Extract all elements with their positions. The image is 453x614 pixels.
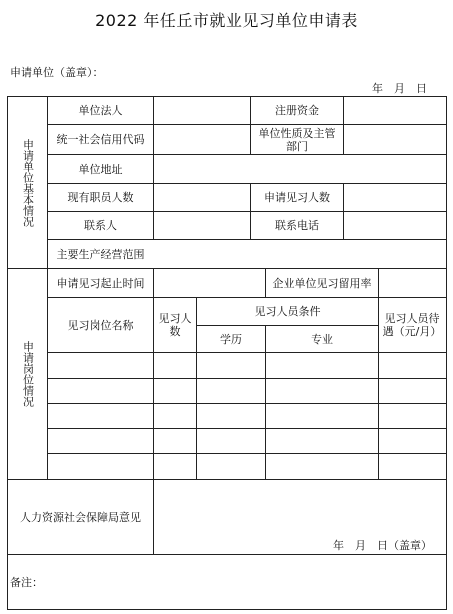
form-title: 2022 年任丘市就业见习单位申请表	[95, 11, 358, 30]
applicant-unit-label: 申请单位（盖章）：	[10, 66, 104, 79]
row-line	[47, 352, 446, 353]
row-line	[47, 403, 446, 404]
hr-opinion-label: 人力资源社会保障局意见	[20, 510, 141, 524]
credit-code-label: 统一社会信用代码	[56, 133, 145, 146]
col-line	[153, 96, 154, 239]
row-line	[47, 453, 446, 454]
section-basic-label: 申请单位基本情况	[21, 138, 35, 227]
col-line	[153, 479, 154, 554]
date-header: 年 月 日	[372, 82, 427, 95]
remarks-label: 备注：	[10, 576, 43, 589]
legal-rep-label: 单位法人	[78, 104, 123, 117]
conditions-label: 见习人员条件	[254, 305, 321, 318]
hr-date-label: 年 月 日（盖章）	[333, 539, 432, 552]
col-line	[378, 297, 379, 479]
business-scope-label: 主要生产经营范围	[56, 247, 145, 261]
position-name-label: 见习岗位名称	[67, 318, 134, 332]
address-label: 单位地址	[78, 162, 123, 176]
trainee-count-label: 见习人数	[158, 312, 192, 338]
period-label: 申请见习起止时间	[56, 276, 145, 290]
unit-nature-label: 单位性质及主管部门	[258, 126, 336, 153]
contact-phone-label: 联系电话	[275, 219, 319, 232]
apply-trainees-label: 申请见习人数	[264, 191, 330, 204]
section-line	[7, 554, 446, 555]
col-line	[378, 268, 379, 297]
col-line	[265, 268, 266, 297]
col-line	[153, 268, 154, 297]
contact-person-label: 联系人	[84, 219, 117, 232]
education-label: 学历	[220, 332, 242, 346]
section-position-label: 申请岗位情况	[21, 341, 35, 407]
retention-rate-label: 企业单位见习留用率	[272, 276, 372, 290]
current-staff-label: 现有职员人数	[67, 191, 134, 204]
row-line	[47, 378, 446, 379]
registered-capital-label: 注册资金	[275, 104, 319, 117]
major-label: 专业	[311, 332, 333, 346]
col-line	[343, 96, 344, 154]
table-border-bottom	[7, 609, 446, 610]
table-border-right	[446, 96, 447, 610]
row-line	[47, 428, 446, 429]
col-line	[343, 183, 344, 239]
col-line	[153, 297, 154, 479]
treatment-label: 见习人员待遇（元/月）	[382, 312, 442, 338]
